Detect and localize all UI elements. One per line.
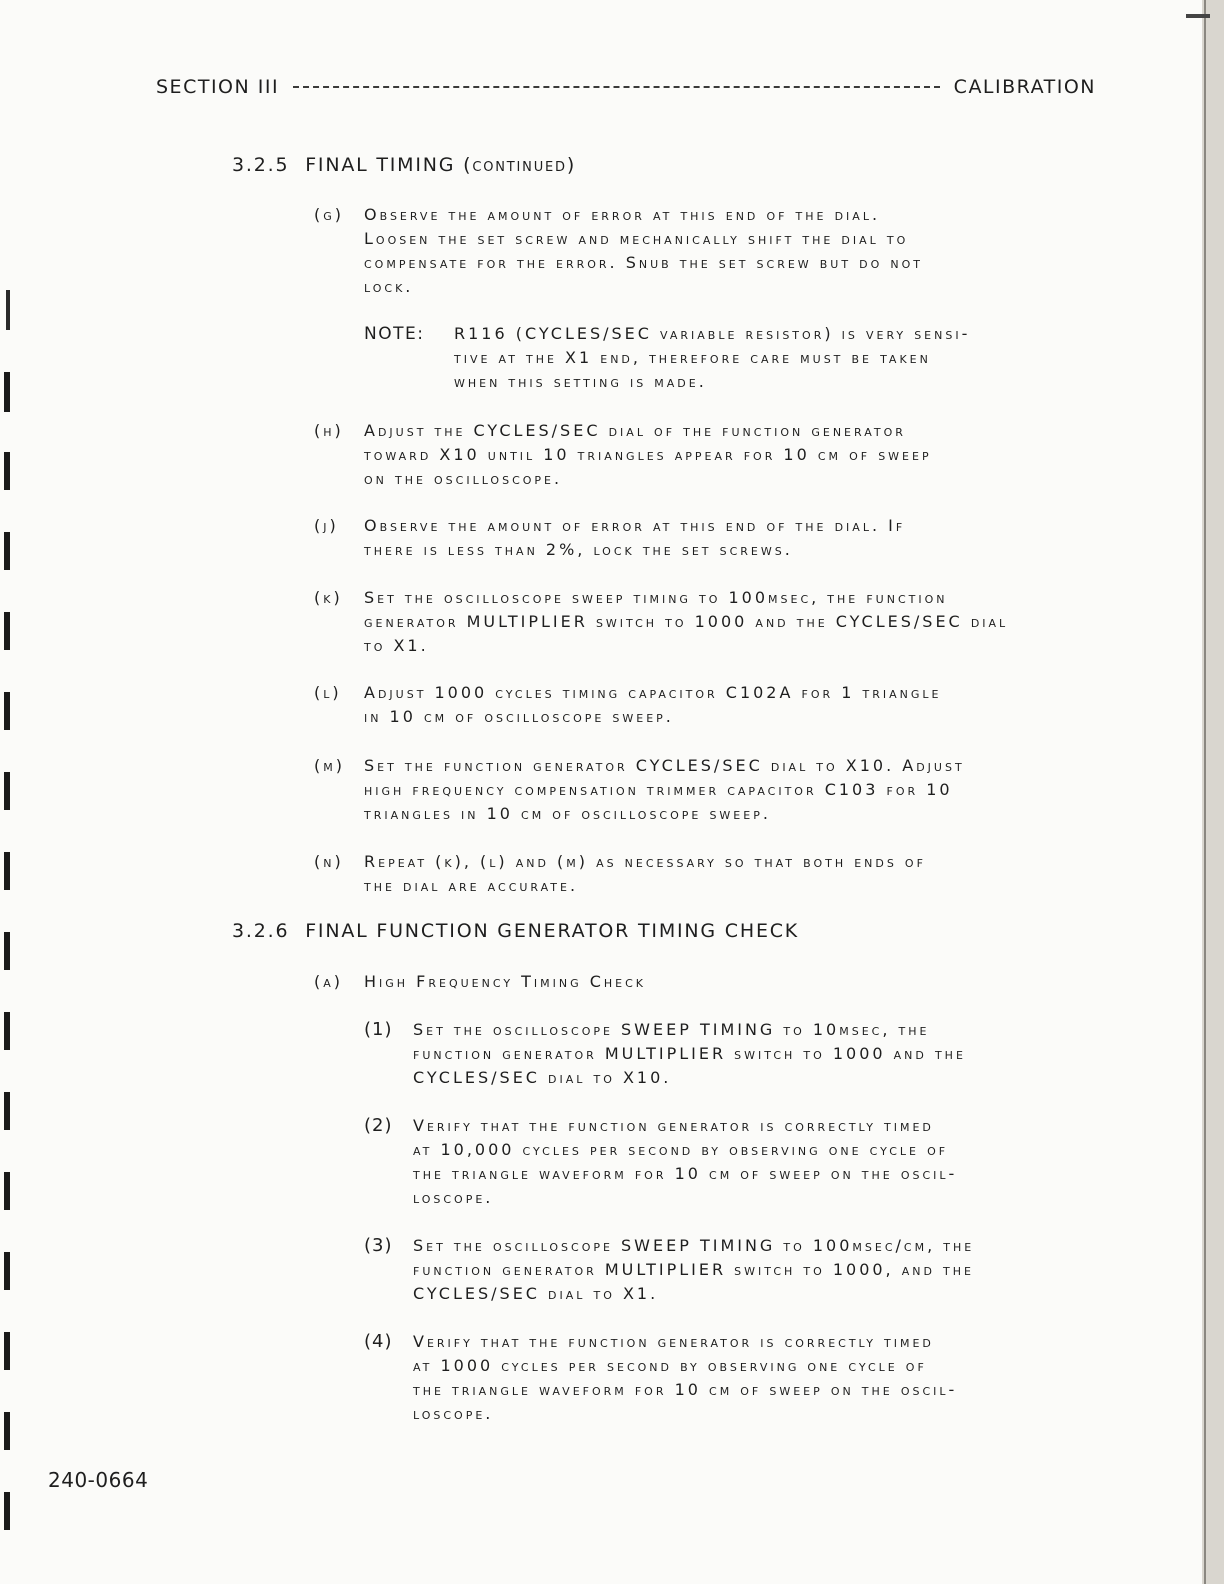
item-label: (j) (314, 516, 339, 535)
text-line: Adjust 1000 cycles timing capacitor C102A for 1 triangle (364, 683, 942, 702)
header-title: CALIBRATION (953, 76, 1096, 98)
step-label: (1) (364, 1019, 393, 1040)
text-line: Observe the amount of error at this end of the dial. If (364, 516, 906, 535)
text-line: Repeat (k), (l) and (m) as necessary so that both ends of (364, 852, 926, 871)
item-m (364, 754, 965, 826)
text-line: the dial are accurate. (364, 876, 579, 895)
section-heading-326 (232, 920, 799, 942)
step-label: (2) (364, 1115, 393, 1136)
text-line: high frequency compensation trimmer capacitor C103 for 10 (364, 780, 953, 799)
text-line: CYCLES/SEC dial to X10. (413, 1068, 672, 1087)
subsection-title (364, 970, 646, 994)
text-line: the triangle waveform for 10 cm of sweep on the oscil- (413, 1380, 958, 1399)
text-line: in 10 cm of oscilloscope sweep. (364, 707, 674, 726)
item-label: (g) (314, 205, 345, 224)
step-label: (3) (364, 1235, 393, 1256)
step-1 (413, 1018, 966, 1090)
section-number: 3.2.6 (232, 920, 290, 942)
text-line: lock. (364, 277, 414, 296)
header-section: SECTION III (156, 76, 280, 98)
header-rule (293, 86, 940, 88)
text-line: on the oscilloscope. (364, 469, 563, 488)
text-line: loscope. (413, 1188, 494, 1207)
text-line: loscope. (413, 1404, 494, 1423)
text-line: generator MULTIPLIER switch to 1000 and the CYCLES/SEC dial (364, 612, 1009, 631)
text-line: triangles in 10 cm of oscilloscope sweep. (364, 804, 771, 823)
item-label: (l) (314, 683, 342, 702)
text-line: function generator MULTIPLIER switch to 1000 and the (413, 1044, 966, 1063)
step-4 (413, 1330, 957, 1426)
item-label: (h) (314, 421, 344, 440)
note-label: NOTE: (364, 324, 425, 344)
text-line: High Frequency Timing Check (364, 972, 647, 991)
item-k (364, 586, 1008, 658)
document-number: 240-0664 (48, 1468, 149, 1492)
text-line: Observe the amount of error at this end of the dial. (364, 205, 881, 224)
item-label: (m) (314, 756, 345, 775)
section-title: FINAL TIMING (continued) (305, 154, 577, 176)
text-line: at 10,000 cycles per second by observing one cycle of (413, 1140, 949, 1159)
text-line: at 1000 cycles per second by observing one cycle of (413, 1356, 927, 1375)
note-text (454, 322, 970, 394)
item-label: (k) (314, 588, 343, 607)
text-line: Verify that the function generator is correctly timed (413, 1116, 934, 1135)
text-line: Loosen the set screw and mechanically shift the dial to (364, 229, 909, 248)
page-header (156, 76, 1096, 98)
text-line: Set the oscilloscope sweep timing to 100µsec, the function (364, 588, 948, 607)
text-line: to X1. (364, 636, 429, 655)
text-line: function generator MULTIPLIER switch to 1000, and the (413, 1260, 974, 1279)
text-line: compensate for the error. Snub the set screw but do not (364, 253, 923, 272)
step-2 (413, 1114, 957, 1210)
text-line: when this setting is made. (454, 372, 707, 391)
item-g (364, 203, 923, 299)
item-j (364, 514, 905, 562)
text-line: tive at the X1 end, therefore care must be taken (454, 348, 931, 367)
text-line: Set the function generator CYCLES/SEC dial to X10. Adjust (364, 756, 965, 775)
section-title: FINAL FUNCTION GENERATOR TIMING CHECK (305, 920, 800, 942)
text-line: Adjust the CYCLES/SEC dial of the function generator (364, 421, 906, 440)
text-line: CYCLES/SEC dial to X1. (413, 1284, 659, 1303)
subsection-label: (a) (314, 972, 344, 991)
section-heading-325 (232, 154, 576, 176)
text-line: Set the oscilloscope SWEEP TIMING to 100µsec/cm, the (413, 1236, 975, 1255)
item-label: (n) (314, 852, 344, 871)
text-line: toward X10 until 10 triangles appear for 10 cm of sweep (364, 445, 932, 464)
item-n (364, 850, 926, 898)
text-line: Set the oscilloscope SWEEP TIMING to 10µsec, the (413, 1020, 930, 1039)
step-3 (413, 1234, 974, 1306)
section-number: 3.2.5 (232, 154, 290, 176)
item-h (364, 419, 932, 491)
text-line: the triangle waveform for 10 cm of sweep on the oscil- (413, 1164, 958, 1183)
text-line: there is less than 2%, lock the set screws. (364, 540, 793, 559)
item-l (364, 681, 941, 729)
text-line: Verify that the function generator is correctly timed (413, 1332, 934, 1351)
step-label: (4) (364, 1331, 393, 1352)
text-line: R116 (CYCLES/SEC variable resistor) is very sensi- (454, 324, 971, 343)
